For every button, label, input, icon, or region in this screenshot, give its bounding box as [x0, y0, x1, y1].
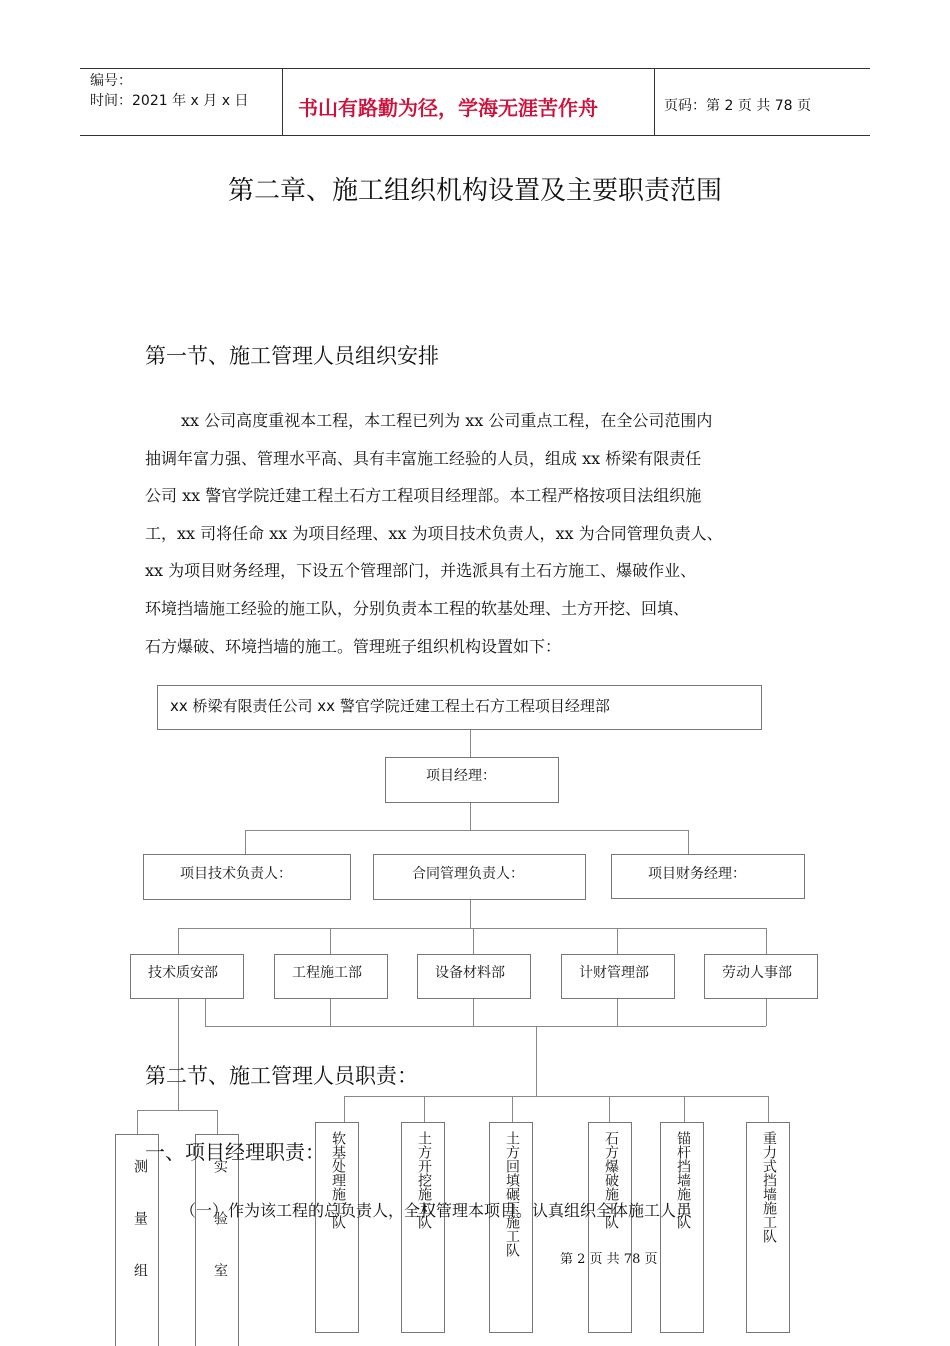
org-team-box: [489, 1122, 533, 1333]
org-department-box: [417, 954, 531, 999]
connector: [245, 830, 688, 831]
org-team-label: 重力式挡墙施工队: [761, 1131, 777, 1243]
connector: [512, 1096, 513, 1123]
connector: [178, 928, 179, 955]
org-top-label: xx 桥梁有限责任公司 xx 警官学院迁建工程土石方工程项目经理部: [170, 697, 610, 715]
connector: [178, 928, 766, 929]
org-department-label: 设备材料部: [435, 965, 505, 981]
connector: [424, 1096, 425, 1123]
intro-paragraph: [145, 402, 825, 665]
para-line: xx 为项目财务经理，下设五个管理部门，并选派具有土石方施工、爆破作业、: [145, 561, 697, 581]
org-top-box: [157, 685, 762, 730]
connector: [684, 1096, 685, 1123]
chapter-title: 第二章、施工组织机构设置及主要职责范围: [227, 176, 722, 206]
para-line: 公司 xx 警官学院迁建工程土石方工程项目经理部。本工程严格按项目法组织施: [145, 486, 702, 506]
org-department-label: 劳动人事部: [722, 965, 792, 981]
connector: [330, 999, 331, 1026]
connector: [688, 830, 689, 855]
connector: [330, 928, 331, 955]
item-text: （一）作为该工程的总负责人，全权管理本项目。认真组织全体施工人员: [180, 1201, 693, 1220]
org-department-label: 技术质安部: [148, 965, 218, 981]
org-team-label: 土方回填碾压施工队: [504, 1131, 520, 1257]
org-department-label: 工程施工部: [292, 965, 362, 981]
org-support-box: [195, 1134, 239, 1346]
section1-title: 第一节、施工管理人员组织安排: [145, 344, 439, 368]
connector: [536, 1026, 537, 1096]
connector: [217, 1110, 218, 1134]
org-level2-box: [143, 854, 351, 900]
page-footer: 第 2 页 共 78 页: [560, 1252, 658, 1267]
org-department-box: [274, 954, 388, 999]
connector: [470, 802, 471, 830]
connector: [205, 999, 206, 1026]
connector: [470, 729, 471, 757]
para-line: 环境挡墙施工经验的施工队，分别负责本工程的软基处理、土方开挖、回填、: [145, 598, 690, 618]
org-level2-box: [373, 854, 586, 900]
para-line: 工，xx 司将任命 xx 为项目经理、xx 为项目技术负责人，xx 为合同管理负责人、: [145, 523, 723, 543]
org-team-box: [588, 1122, 632, 1333]
connector: [617, 999, 618, 1026]
org-level2-box: [611, 854, 805, 899]
org-department-box: [561, 954, 675, 999]
org-level2-label: 项目财务经理：: [648, 866, 746, 882]
org-department-box: [130, 954, 244, 999]
org-support-label: 测量组: [132, 1159, 148, 1315]
connector: [205, 1026, 766, 1027]
connector: [344, 1096, 768, 1097]
connector: [766, 928, 767, 955]
connector: [617, 928, 618, 955]
subsection-title: 一、项目经理职责：: [145, 1140, 325, 1164]
connector: [766, 999, 767, 1026]
header-number-label: 编号：: [90, 73, 132, 89]
org-team-label: 石方爆破施工队: [603, 1131, 619, 1229]
connector: [473, 999, 474, 1026]
connector: [137, 1110, 138, 1134]
connector: [344, 1096, 345, 1123]
header-page-label: 页码：第 2 页 共 78 页: [664, 98, 811, 114]
connector: [245, 830, 246, 855]
section2-title: 第二节、施工管理人员职责：: [145, 1064, 418, 1088]
connector: [470, 900, 471, 928]
org-support-box: [115, 1134, 159, 1346]
header-divider-left: [282, 68, 283, 136]
header-motto: 书山有路勤为径，学海无涯苦作舟: [298, 96, 598, 120]
org-manager-box: [385, 757, 559, 803]
org-manager-label: 项目经理：: [426, 768, 496, 784]
para-line: 抽调年富力强、管理水平高、具有丰富施工经验的人员，组成 xx 桥梁有限责任: [145, 448, 702, 468]
para-line: xx 公司高度重视本工程，本工程已列为 xx 公司重点工程，在全公司范围内: [181, 411, 713, 430]
header-divider-right: [654, 68, 655, 136]
connector: [137, 1110, 217, 1111]
para-line: 石方爆破、环境挡墙的施工。管理班子组织机构设置如下：: [145, 636, 562, 656]
connector: [768, 1096, 769, 1123]
connector: [609, 1096, 610, 1123]
org-level2-label: 合同管理负责人：: [412, 866, 524, 882]
org-level2-label: 项目技术负责人：: [180, 866, 292, 882]
org-support-label: 实验室: [212, 1159, 228, 1315]
header-bottom-rule: [80, 135, 870, 136]
org-department-label: 计财管理部: [579, 965, 649, 981]
connector: [178, 999, 179, 1110]
connector: [473, 928, 474, 955]
org-department-box: [704, 954, 818, 999]
org-team-label: 锚杆挡墙施工队: [675, 1131, 691, 1229]
header-top-rule: [80, 68, 870, 69]
org-team-label: 软基处理施工队: [330, 1131, 346, 1229]
header-date-label: 时间：2021 年 x 月 x 日: [90, 93, 249, 109]
org-team-box: [401, 1122, 445, 1333]
org-team-box: [660, 1122, 704, 1333]
org-team-label: 土方开挖施工队: [416, 1131, 432, 1229]
org-team-box: [746, 1122, 790, 1333]
